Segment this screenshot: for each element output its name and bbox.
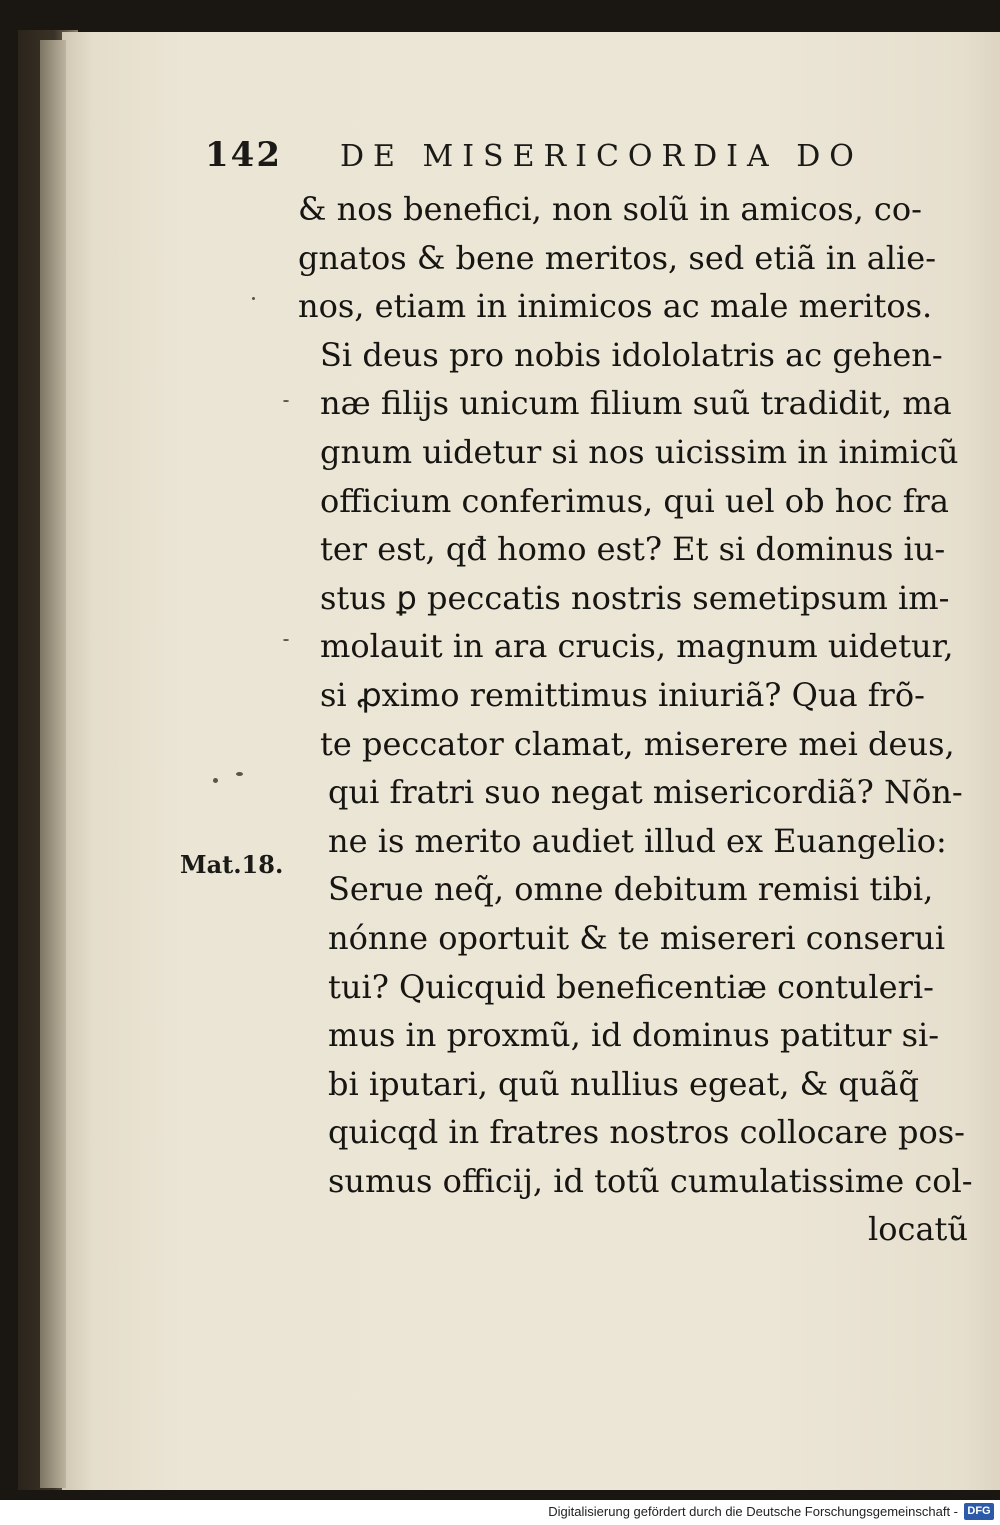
catchword: locatũ <box>868 1210 968 1249</box>
page-number: 142 <box>205 135 282 175</box>
page-header <box>205 135 915 175</box>
dfg-logo: DFG <box>964 1503 994 1520</box>
footer-bar <box>0 1500 1000 1525</box>
ink-speck <box>213 778 218 783</box>
text-line: Si deus pro nobis idololatris ac gehen- <box>320 335 943 374</box>
text-line: Serue neq̃, omne debitum remisi tibi, <box>328 870 934 909</box>
ink-speck <box>252 297 255 300</box>
text-line: ne is merito audiet illud ex Euangelio: <box>328 821 947 860</box>
funding-credit: Digitalisierung gefördert durch die Deutsche Forschungsgemeinschaft - <box>548 1504 958 1519</box>
text-line: næ filijs unicum filium suũ tradidit, ma <box>320 384 952 423</box>
marginal-note: Mat.18. <box>180 850 284 879</box>
text-line: ter est, qđ homo est? Et si dominus iu- <box>320 530 946 569</box>
text-line: gnatos & bene meritos, sed etiã in alie- <box>298 238 936 277</box>
text-line: te peccator clamat, miserere mei deus, <box>320 724 955 763</box>
ink-speck <box>283 639 289 641</box>
ink-speck <box>236 772 243 776</box>
text-line: & nos benefici, non solũ in amicos, co- <box>298 190 922 228</box>
text-line: gnum uidetur si nos uicissim in inimicũ <box>320 432 959 471</box>
text-line: qui fratri suo negat misericordiã? Nõn- <box>328 773 963 812</box>
page-edge-shadow <box>40 40 66 1488</box>
body-text <box>298 185 973 1254</box>
text-line: sumus officij, id totũ cumulatissime col- <box>328 1161 973 1200</box>
text-line: nónne oportuit & te misereri conserui <box>328 918 946 957</box>
text-line: nos, etiam in inimicos ac male meritos. <box>298 287 933 326</box>
text-line: bi iputari, quũ nullius egeat, & quãq̃ <box>328 1064 919 1103</box>
text-line: si ꝓximo remittimus iniuriã? Qua frõ- <box>320 675 925 714</box>
text-line: mus in proxmũ, id dominus patitur si- <box>328 1016 940 1055</box>
text-line: molauit in ara crucis, magnum uidetur, <box>320 627 954 666</box>
running-head: DE MISERICORDIA DO <box>340 139 863 174</box>
ink-speck <box>283 400 289 402</box>
text-line: stus ꝑ peccatis nostris semetipsum im- <box>320 578 950 617</box>
text-line: quicqd in fratres nostros collocare pos- <box>328 1113 965 1152</box>
text-line: officium conferimus, qui uel ob hoc fra <box>320 481 949 520</box>
text-line: tui? Quicquid beneficentiæ contuleri- <box>328 967 934 1006</box>
